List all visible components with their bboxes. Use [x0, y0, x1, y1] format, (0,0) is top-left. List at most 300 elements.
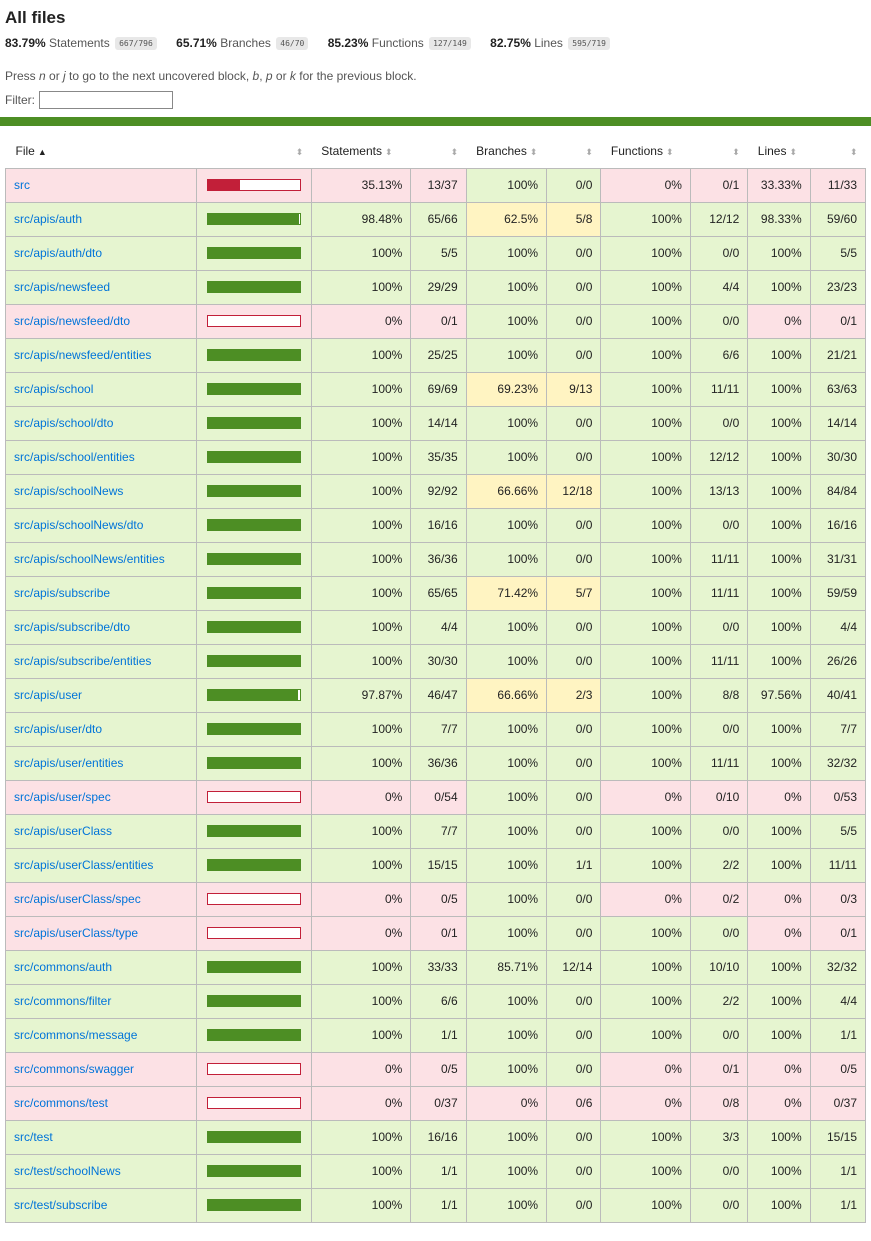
- table-row: [6, 338, 866, 372]
- coverage-bar-fill: [208, 214, 299, 224]
- statements-fraction: 65/66: [411, 202, 466, 236]
- functions-fraction: 0/8: [690, 1086, 747, 1120]
- lines-fraction: 14/14: [810, 406, 865, 440]
- coverage-bar-fill: [208, 282, 300, 292]
- coverage-bar: [207, 927, 301, 939]
- file-cell: [6, 168, 197, 202]
- coverage-bar: [207, 281, 301, 293]
- branches-fraction: 0/0: [547, 168, 601, 202]
- statements-pct: 100%: [311, 542, 411, 576]
- coverage-bar-cell: [197, 950, 312, 984]
- coverage-bar: [207, 383, 301, 395]
- column-header-label: Functions: [610, 143, 663, 158]
- lines-fraction: 16/16: [810, 508, 865, 542]
- file-link[interactable]: src/apis/userClass: [14, 824, 113, 838]
- statements-fraction: 36/36: [411, 746, 466, 780]
- file-link[interactable]: src/apis/schoolNews/entities: [14, 552, 165, 566]
- sort-icon: ⬍: [849, 146, 858, 157]
- coverage-bar: [207, 1029, 301, 1041]
- lines-pct: 100%: [748, 406, 810, 440]
- lines-pct: 100%: [748, 1120, 810, 1154]
- statements-pct: 0%: [311, 304, 411, 338]
- branches-fraction: 0/0: [547, 916, 601, 950]
- lines-pct: 98.33%: [748, 202, 810, 236]
- lines-pct: 100%: [748, 542, 810, 576]
- branches-fraction: 0/0: [547, 440, 601, 474]
- branches-fraction: 12/18: [547, 474, 601, 508]
- functions-fraction: 11/11: [690, 372, 747, 406]
- statements-fraction: 65/65: [411, 576, 466, 610]
- file-cell: [6, 1018, 197, 1052]
- coverage-bar-fill: [208, 1132, 300, 1142]
- lines-pct: 0%: [748, 1086, 810, 1120]
- statements-pct: 100%: [311, 610, 411, 644]
- summary-fraction: 667/796: [115, 37, 157, 50]
- summary-branches: [176, 36, 308, 50]
- functions-pct: 100%: [601, 304, 691, 338]
- coverage-bar: [207, 825, 301, 837]
- file-link[interactable]: src/apis/subscribe/dto: [14, 620, 131, 634]
- lines-fraction: 30/30: [810, 440, 865, 474]
- file-link[interactable]: src/apis/newsfeed/entities: [14, 348, 152, 362]
- coverage-bar-cell: [197, 678, 312, 712]
- statements-fraction: 29/29: [411, 270, 466, 304]
- file-link[interactable]: src/apis/newsfeed: [14, 280, 111, 294]
- coverage-bar-cell: [197, 270, 312, 304]
- statements-fraction: 92/92: [411, 474, 466, 508]
- branches-pct: 100%: [466, 1052, 546, 1086]
- functions-pct: 0%: [601, 168, 691, 202]
- table-row: [6, 236, 866, 270]
- branches-fraction: 0/0: [547, 984, 601, 1018]
- file-link[interactable]: src/apis/schoolNews/dto: [14, 518, 144, 532]
- table-row: [6, 372, 866, 406]
- coverage-bar-fill: [208, 486, 300, 496]
- lines-fraction: 26/26: [810, 644, 865, 678]
- table-row: [6, 1188, 866, 1222]
- functions-pct: 100%: [601, 338, 691, 372]
- coverage-bar-fill: [208, 690, 298, 700]
- statements-pct: 100%: [311, 406, 411, 440]
- functions-fraction: 0/0: [690, 508, 747, 542]
- column-header-functions-fraction[interactable]: [690, 134, 747, 168]
- help-text: or: [45, 69, 64, 83]
- file-link[interactable]: src/apis/subscribe: [14, 586, 111, 600]
- table-row: [6, 848, 866, 882]
- functions-fraction: 0/0: [690, 916, 747, 950]
- statements-fraction: 35/35: [411, 440, 466, 474]
- file-link[interactable]: src/apis/auth/dto: [14, 246, 103, 260]
- file-link[interactable]: src/commons/swagger: [14, 1062, 135, 1076]
- functions-pct: 0%: [601, 1052, 691, 1086]
- coverage-bar-cell: [197, 304, 312, 338]
- branches-pct: 100%: [466, 916, 546, 950]
- coverage-bar: [207, 315, 301, 327]
- coverage-table: [5, 134, 866, 1223]
- file-cell: [6, 712, 197, 746]
- file-link[interactable]: src/apis/userClass/type: [14, 926, 139, 940]
- lines-pct: 100%: [748, 372, 810, 406]
- coverage-bar-cell: [197, 712, 312, 746]
- lines-fraction: 11/33: [810, 168, 865, 202]
- table-row: [6, 712, 866, 746]
- file-cell: [6, 746, 197, 780]
- lines-fraction: 0/3: [810, 882, 865, 916]
- functions-pct: 100%: [601, 1120, 691, 1154]
- branches-pct: 66.66%: [466, 474, 546, 508]
- coverage-bar-cell: [197, 882, 312, 916]
- coverage-bar-cell: [197, 1188, 312, 1222]
- lines-pct: 0%: [748, 304, 810, 338]
- statements-fraction: 25/25: [411, 338, 466, 372]
- column-header-branches-fraction[interactable]: [547, 134, 601, 168]
- file-link[interactable]: src/commons/auth: [14, 960, 113, 974]
- branches-pct: 100%: [466, 440, 546, 474]
- lines-pct: 100%: [748, 984, 810, 1018]
- branches-pct: 85.71%: [466, 950, 546, 984]
- help-key: k: [289, 69, 296, 83]
- coverage-bar-cell: [197, 576, 312, 610]
- coverage-bar: [207, 791, 301, 803]
- statements-fraction: 0/5: [411, 882, 466, 916]
- file-link[interactable]: src/apis/school/dto: [14, 416, 114, 430]
- coverage-table-body: [6, 168, 866, 1222]
- coverage-bar-fill: [208, 860, 300, 870]
- file-link[interactable]: src/test/subscribe: [14, 1198, 108, 1212]
- coverage-bar-cell: [197, 1018, 312, 1052]
- coverage-bar-fill: [208, 622, 300, 632]
- lines-fraction: 31/31: [810, 542, 865, 576]
- lines-pct: 0%: [748, 882, 810, 916]
- column-header-lines[interactable]: [748, 134, 810, 168]
- lines-fraction: 1/1: [810, 1018, 865, 1052]
- statements-fraction: 0/1: [411, 304, 466, 338]
- column-header-functions[interactable]: [601, 134, 691, 168]
- branches-fraction: 0/0: [547, 508, 601, 542]
- help-text: ,: [259, 69, 266, 83]
- table-row: [6, 168, 866, 202]
- file-cell: [6, 814, 197, 848]
- branches-fraction: 0/0: [547, 338, 601, 372]
- lines-fraction: 59/60: [810, 202, 865, 236]
- help-text: or: [272, 69, 290, 83]
- lines-pct: 0%: [748, 916, 810, 950]
- functions-pct: 100%: [601, 1018, 691, 1052]
- summary-label: Functions: [371, 36, 424, 50]
- coverage-report: [0, 0, 871, 112]
- branches-fraction: 0/0: [547, 1120, 601, 1154]
- functions-fraction: 8/8: [690, 678, 747, 712]
- summary-statements: [5, 36, 157, 50]
- functions-fraction: 0/0: [690, 712, 747, 746]
- lines-fraction: 1/1: [810, 1154, 865, 1188]
- statements-fraction: 6/6: [411, 984, 466, 1018]
- functions-pct: 100%: [601, 372, 691, 406]
- statements-pct: 100%: [311, 1154, 411, 1188]
- branches-pct: 100%: [466, 814, 546, 848]
- file-cell: [6, 984, 197, 1018]
- file-cell: [6, 202, 197, 236]
- branches-fraction: 0/0: [547, 746, 601, 780]
- file-link[interactable]: src/commons/message: [14, 1028, 138, 1042]
- functions-fraction: 0/0: [690, 1018, 747, 1052]
- table-row: [6, 746, 866, 780]
- functions-fraction: 10/10: [690, 950, 747, 984]
- coverage-bar-fill: [208, 1200, 300, 1210]
- file-link[interactable]: src/apis/user/spec: [14, 790, 111, 804]
- file-link[interactable]: src/apis/subscribe/entities: [14, 654, 152, 668]
- functions-fraction: 2/2: [690, 848, 747, 882]
- help-key: n: [39, 69, 46, 83]
- table-row: [6, 440, 866, 474]
- branches-fraction: 0/0: [547, 304, 601, 338]
- summary-fraction: 127/149: [429, 37, 471, 50]
- coverage-bar: [207, 1097, 301, 1109]
- functions-pct: 100%: [601, 610, 691, 644]
- branches-pct: 69.23%: [466, 372, 546, 406]
- sort-icon: ⬍: [789, 146, 797, 157]
- lines-pct: 100%: [748, 440, 810, 474]
- coverage-bar-cell: [197, 746, 312, 780]
- file-link[interactable]: src/apis/user: [14, 688, 83, 702]
- functions-pct: 100%: [601, 202, 691, 236]
- statements-fraction: 5/5: [411, 236, 466, 270]
- statements-pct: 0%: [311, 916, 411, 950]
- coverage-bar-cell: [197, 372, 312, 406]
- branches-fraction: 0/0: [547, 780, 601, 814]
- table-row: [6, 780, 866, 814]
- lines-fraction: 4/4: [810, 984, 865, 1018]
- lines-fraction: 84/84: [810, 474, 865, 508]
- table-row: [6, 678, 866, 712]
- coverage-bar-fill: [208, 1030, 300, 1040]
- coverage-bar-cell: [197, 168, 312, 202]
- coverage-bar-fill: [208, 656, 300, 666]
- column-header-lines-fraction[interactable]: [810, 134, 865, 168]
- functions-fraction: 0/0: [690, 406, 747, 440]
- coverage-bar: [207, 1063, 301, 1075]
- statements-pct: 35.13%: [311, 168, 411, 202]
- coverage-bar: [207, 757, 301, 769]
- column-header-bar[interactable]: [197, 134, 312, 168]
- file-link[interactable]: src/commons/filter: [14, 994, 112, 1008]
- statements-fraction: 0/5: [411, 1052, 466, 1086]
- file-cell: [6, 508, 197, 542]
- functions-pct: 100%: [601, 440, 691, 474]
- file-cell: [6, 1120, 197, 1154]
- statements-pct: 100%: [311, 270, 411, 304]
- lines-fraction: 11/11: [810, 848, 865, 882]
- lines-fraction: 5/5: [810, 236, 865, 270]
- file-cell: [6, 950, 197, 984]
- lines-pct: 100%: [748, 712, 810, 746]
- branches-pct: 0%: [466, 1086, 546, 1120]
- functions-fraction: 0/10: [690, 780, 747, 814]
- statements-fraction: 14/14: [411, 406, 466, 440]
- branches-pct: 100%: [466, 1018, 546, 1052]
- functions-pct: 100%: [601, 508, 691, 542]
- branches-fraction: 0/0: [547, 1052, 601, 1086]
- help-key: p: [265, 69, 273, 83]
- file-link[interactable]: src/apis/user/entities: [14, 756, 124, 770]
- functions-pct: 0%: [601, 882, 691, 916]
- functions-pct: 0%: [601, 1086, 691, 1120]
- branches-fraction: 0/0: [547, 610, 601, 644]
- functions-fraction: 0/0: [690, 610, 747, 644]
- statements-pct: 100%: [311, 1188, 411, 1222]
- file-cell: [6, 1154, 197, 1188]
- lines-pct: 100%: [748, 1154, 810, 1188]
- lines-fraction: 7/7: [810, 712, 865, 746]
- column-header-branches[interactable]: [466, 134, 546, 168]
- branches-pct: 62.5%: [466, 202, 546, 236]
- file-link[interactable]: src: [14, 178, 30, 192]
- column-header-label: File: [15, 143, 35, 158]
- file-link[interactable]: src/apis/userClass/spec: [14, 892, 141, 906]
- functions-pct: 100%: [601, 1188, 691, 1222]
- functions-fraction: 11/11: [690, 746, 747, 780]
- functions-pct: 100%: [601, 236, 691, 270]
- coverage-bar-fill: [208, 452, 300, 462]
- table-row: [6, 950, 866, 984]
- functions-pct: 100%: [601, 814, 691, 848]
- functions-pct: 100%: [601, 950, 691, 984]
- statements-fraction: 1/1: [411, 1018, 466, 1052]
- lines-fraction: 0/5: [810, 1052, 865, 1086]
- statements-pct: 98.48%: [311, 202, 411, 236]
- branches-pct: 100%: [466, 406, 546, 440]
- lines-fraction: 0/1: [810, 304, 865, 338]
- coverage-bar-cell: [197, 474, 312, 508]
- filter-input[interactable]: [39, 91, 173, 109]
- file-cell: [6, 678, 197, 712]
- statements-pct: 100%: [311, 236, 411, 270]
- column-header-label: Statements: [321, 143, 382, 158]
- file-cell: [6, 542, 197, 576]
- lines-pct: 97.56%: [748, 678, 810, 712]
- functions-pct: 100%: [601, 916, 691, 950]
- statements-pct: 100%: [311, 950, 411, 984]
- coverage-bar-cell: [197, 338, 312, 372]
- file-link[interactable]: src/test: [14, 1130, 53, 1144]
- functions-fraction: 0/1: [690, 1052, 747, 1086]
- coverage-bar-fill: [208, 384, 300, 394]
- coverage-bar-fill: [208, 724, 300, 734]
- functions-pct: 0%: [601, 780, 691, 814]
- branches-pct: 100%: [466, 338, 546, 372]
- table-row: [6, 984, 866, 1018]
- statements-pct: 100%: [311, 576, 411, 610]
- branches-fraction: 0/0: [547, 1154, 601, 1188]
- column-header-statements-fraction[interactable]: [411, 134, 466, 168]
- branches-fraction: 0/0: [547, 882, 601, 916]
- file-link[interactable]: src/apis/newsfeed/dto: [14, 314, 131, 328]
- branches-fraction: 0/0: [547, 814, 601, 848]
- coverage-bar: [207, 655, 301, 667]
- statements-pct: 100%: [311, 848, 411, 882]
- lines-fraction: 21/21: [810, 338, 865, 372]
- file-cell: [6, 882, 197, 916]
- file-cell: [6, 338, 197, 372]
- statements-fraction: 0/54: [411, 780, 466, 814]
- branches-pct: 66.66%: [466, 678, 546, 712]
- sort-icon: ⬍: [295, 146, 304, 157]
- table-row: [6, 644, 866, 678]
- coverage-bar: [207, 689, 301, 701]
- keyboard-help-text: [5, 69, 866, 85]
- coverage-bar-cell: [197, 984, 312, 1018]
- table-row: [6, 202, 866, 236]
- help-key: j: [63, 69, 66, 83]
- file-cell: [6, 474, 197, 508]
- coverage-bar-cell: [197, 916, 312, 950]
- coverage-bar: [207, 723, 301, 735]
- lines-fraction: 63/63: [810, 372, 865, 406]
- statements-fraction: 16/16: [411, 1120, 466, 1154]
- coverage-bar-cell: [197, 440, 312, 474]
- column-header-statements[interactable]: [311, 134, 411, 168]
- table-row: [6, 474, 866, 508]
- file-cell: [6, 848, 197, 882]
- statements-pct: 100%: [311, 1018, 411, 1052]
- summary-pct: 65.71%: [176, 36, 217, 50]
- functions-pct: 100%: [601, 542, 691, 576]
- table-row: [6, 1120, 866, 1154]
- coverage-bar-cell: [197, 780, 312, 814]
- statements-fraction: 36/36: [411, 542, 466, 576]
- statements-fraction: 16/16: [411, 508, 466, 542]
- coverage-bar-cell: [197, 1052, 312, 1086]
- lines-fraction: 1/1: [810, 1188, 865, 1222]
- lines-pct: 33.33%: [748, 168, 810, 202]
- coverage-bar: [207, 1199, 301, 1211]
- branches-pct: 100%: [466, 270, 546, 304]
- lines-pct: 100%: [748, 950, 810, 984]
- statements-fraction: 69/69: [411, 372, 466, 406]
- file-link[interactable]: src/apis/schoolNews: [14, 484, 124, 498]
- coverage-bar: [207, 179, 301, 191]
- sort-icon: ⬍: [450, 146, 459, 157]
- lines-pct: 100%: [748, 508, 810, 542]
- file-link[interactable]: src/apis/school: [14, 382, 94, 396]
- lines-pct: 100%: [748, 576, 810, 610]
- functions-fraction: 0/0: [690, 236, 747, 270]
- branches-fraction: 5/7: [547, 576, 601, 610]
- column-header-file[interactable]: [6, 134, 197, 168]
- branches-pct: 100%: [466, 542, 546, 576]
- file-link[interactable]: src/apis/auth: [14, 212, 83, 226]
- coverage-bar-fill: [208, 418, 300, 428]
- help-text: to go to the next uncovered block,: [65, 69, 253, 83]
- functions-pct: 100%: [601, 712, 691, 746]
- functions-fraction: 13/13: [690, 474, 747, 508]
- file-cell: [6, 1052, 197, 1086]
- help-text: for the previous block.: [295, 69, 417, 83]
- table-row: [6, 304, 866, 338]
- file-link[interactable]: src/test/schoolNews: [14, 1164, 121, 1178]
- lines-pct: 100%: [748, 338, 810, 372]
- coverage-bar-fill: [208, 962, 300, 972]
- file-link[interactable]: src/commons/test: [14, 1096, 109, 1110]
- coverage-bar: [207, 451, 301, 463]
- sort-icon: ⬍: [732, 146, 740, 157]
- file-link[interactable]: src/apis/school/entities: [14, 450, 135, 464]
- lines-pct: 100%: [748, 474, 810, 508]
- file-link[interactable]: src/apis/userClass/entities: [14, 858, 154, 872]
- coverage-bar: [207, 961, 301, 973]
- table-row: [6, 916, 866, 950]
- file-link[interactable]: src/apis/user/dto: [14, 722, 103, 736]
